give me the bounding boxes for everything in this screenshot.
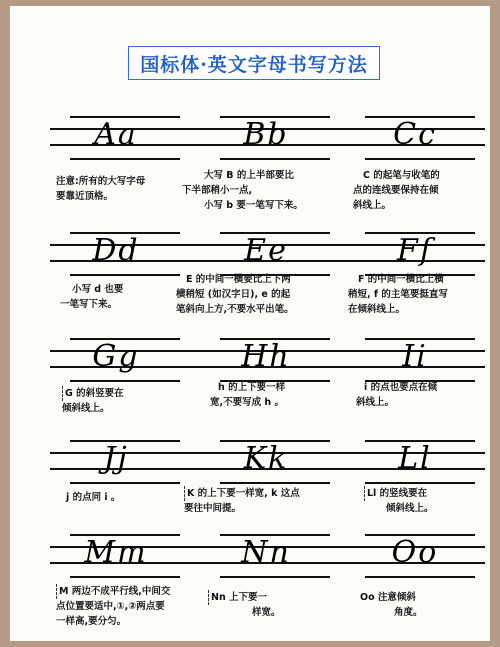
letter-pair: Nn (241, 535, 291, 570)
page-title: 国标体·英文字母书写方法 (140, 53, 368, 76)
letter-pair: Mm (84, 535, 148, 570)
note-nn: Nn 上下要一 样宽。 (208, 590, 281, 620)
note-mm: M 两边不成平行线,中间交 点位置要适中,①,②两点要 一样高,要分匀。 (56, 586, 171, 627)
letter-pair: Gg (92, 339, 140, 374)
letter-pair: Ee (244, 233, 288, 268)
note-aa: 注意:所有的大写字母 要靠近顶格。 (56, 176, 146, 202)
letter-pair: Oo (391, 535, 439, 570)
note-cc: C 的起笔与收笔的 点的连线要保持在倾 斜线上。 (353, 170, 440, 211)
letter-pair: Kk (243, 441, 289, 476)
letter-pair: Hh (241, 339, 291, 374)
letter-pair: Bb (243, 117, 289, 152)
letter-pair: Ll (398, 441, 432, 476)
note-ff: F 的中间一横比上横 稍短, f 的主笔要挺直写 在倾斜线上。 (348, 274, 448, 315)
note-hh: h 的上下要一样 宽,不要写成 h 。 (210, 382, 286, 408)
title-box (128, 46, 380, 80)
note-bb: 大写 B 的上半部要比 下半部稍小一点, 小写 b 要一笔写下来。 (182, 170, 303, 211)
letter-pair: Cc (393, 117, 437, 152)
letter-pair: Jj (103, 441, 129, 476)
letter-pair: Dd (92, 233, 140, 268)
letter-pair: Ii (402, 339, 428, 374)
letter-pair: Aa (94, 117, 138, 152)
note-kk: K 的上下要一样宽, k 这点 要往中间提。 (184, 488, 300, 514)
worksheet-page (10, 6, 490, 641)
note-oo: Oo 注意倾斜 角度。 (360, 592, 423, 618)
note-ll: Ll 的竖线要在 倾斜线上。 (364, 486, 434, 516)
note-ii: i 的点也要点在倾 斜线上。 (356, 382, 438, 408)
note-ee: E 的中间一横要比上下两 横稍短 (如汉字日), e 的起 笔斜向上方,不要水平出笔。 (176, 274, 294, 315)
note-dd: 小写 d 也要 一笔写下来。 (60, 284, 124, 310)
note-gg: G 的斜竖要在 倾斜线上。 (62, 388, 124, 414)
note-jj: j 的点同 i 。 (66, 492, 121, 503)
letter-pair: Ff (397, 233, 433, 268)
